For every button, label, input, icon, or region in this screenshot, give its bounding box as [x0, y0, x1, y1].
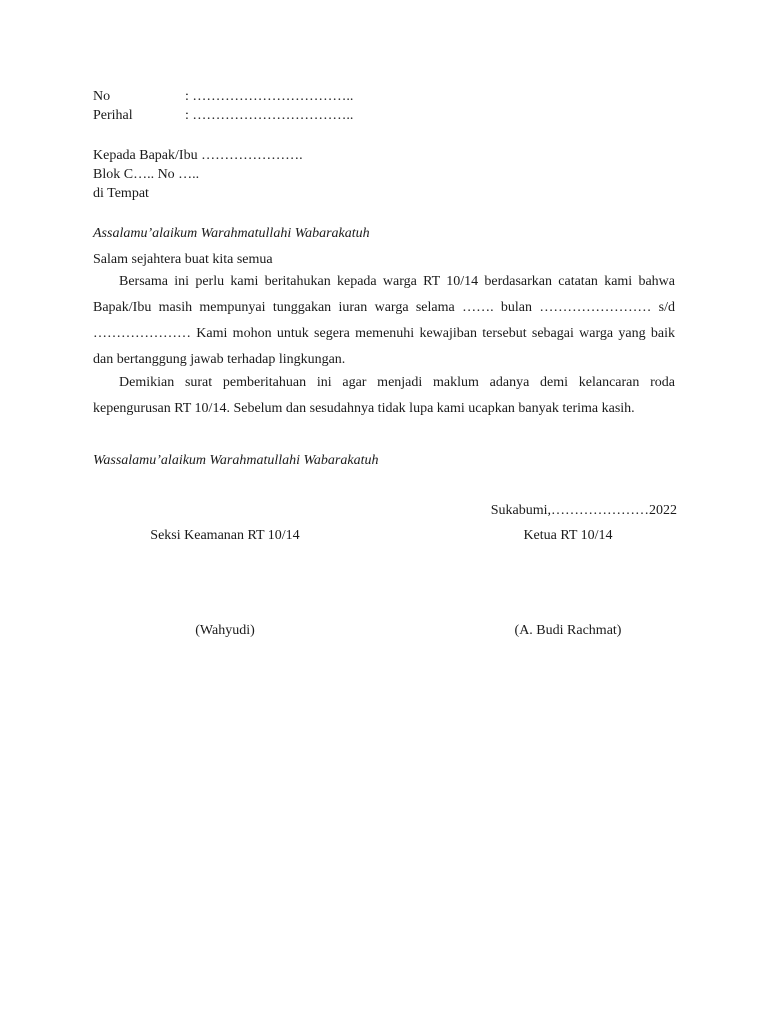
no-label: No [93, 89, 111, 104]
closing-greeting: Wassalamu’alaikum Warahmatullahi Wabarakatuh [93, 453, 379, 468]
no-value: : …………………………….. [185, 89, 354, 104]
perihal-label: Perihal [93, 108, 133, 123]
recipient-line-1: Kepada Bapak/Ibu …………………. [93, 148, 303, 163]
place-date: Sukabumi,…………………2022 [490, 503, 677, 518]
perihal-value: : …………………………….. [185, 108, 354, 123]
left-signatory-name: (Wahyudi) [195, 623, 255, 638]
body-paragraph-2: Demikian surat pemberitahuan ini agar menjadi maklum adanya demi kelancaran roda kepengurusan RT 10/14. Sebelum dan sesudahnya tidak lupa kami ucapkan banyak terima kasih. [93, 375, 675, 416]
recipient-line-3: di Tempat [93, 186, 149, 201]
right-signatory-name: (A. Budi Rachmat) [514, 623, 622, 638]
recipient-line-2: Blok C….. No ….. [93, 167, 200, 182]
right-signatory-title: Ketua RT 10/14 [523, 528, 613, 543]
left-signatory-title: Seksi Keamanan RT 10/14 [150, 528, 300, 543]
body-paragraph-1: Bersama ini perlu kami beritahukan kepada warga RT 10/14 berdasarkan catatan kami bahwa Bapak/Ibu masih mempunyai tunggakan iuran warga selama ……. bulan …………………… s/d ………………… Kami mohon untuk segera memenuhi kewajiban tersebut sebagai warga yang baik dan bertanggung jawab terhadap lingkungan. [93, 274, 675, 367]
salutation: Salam sejahtera buat kita semua [93, 252, 273, 267]
opening-greeting: Assalamu’alaikum Warahmatullahi Wabarakatuh [93, 226, 370, 241]
